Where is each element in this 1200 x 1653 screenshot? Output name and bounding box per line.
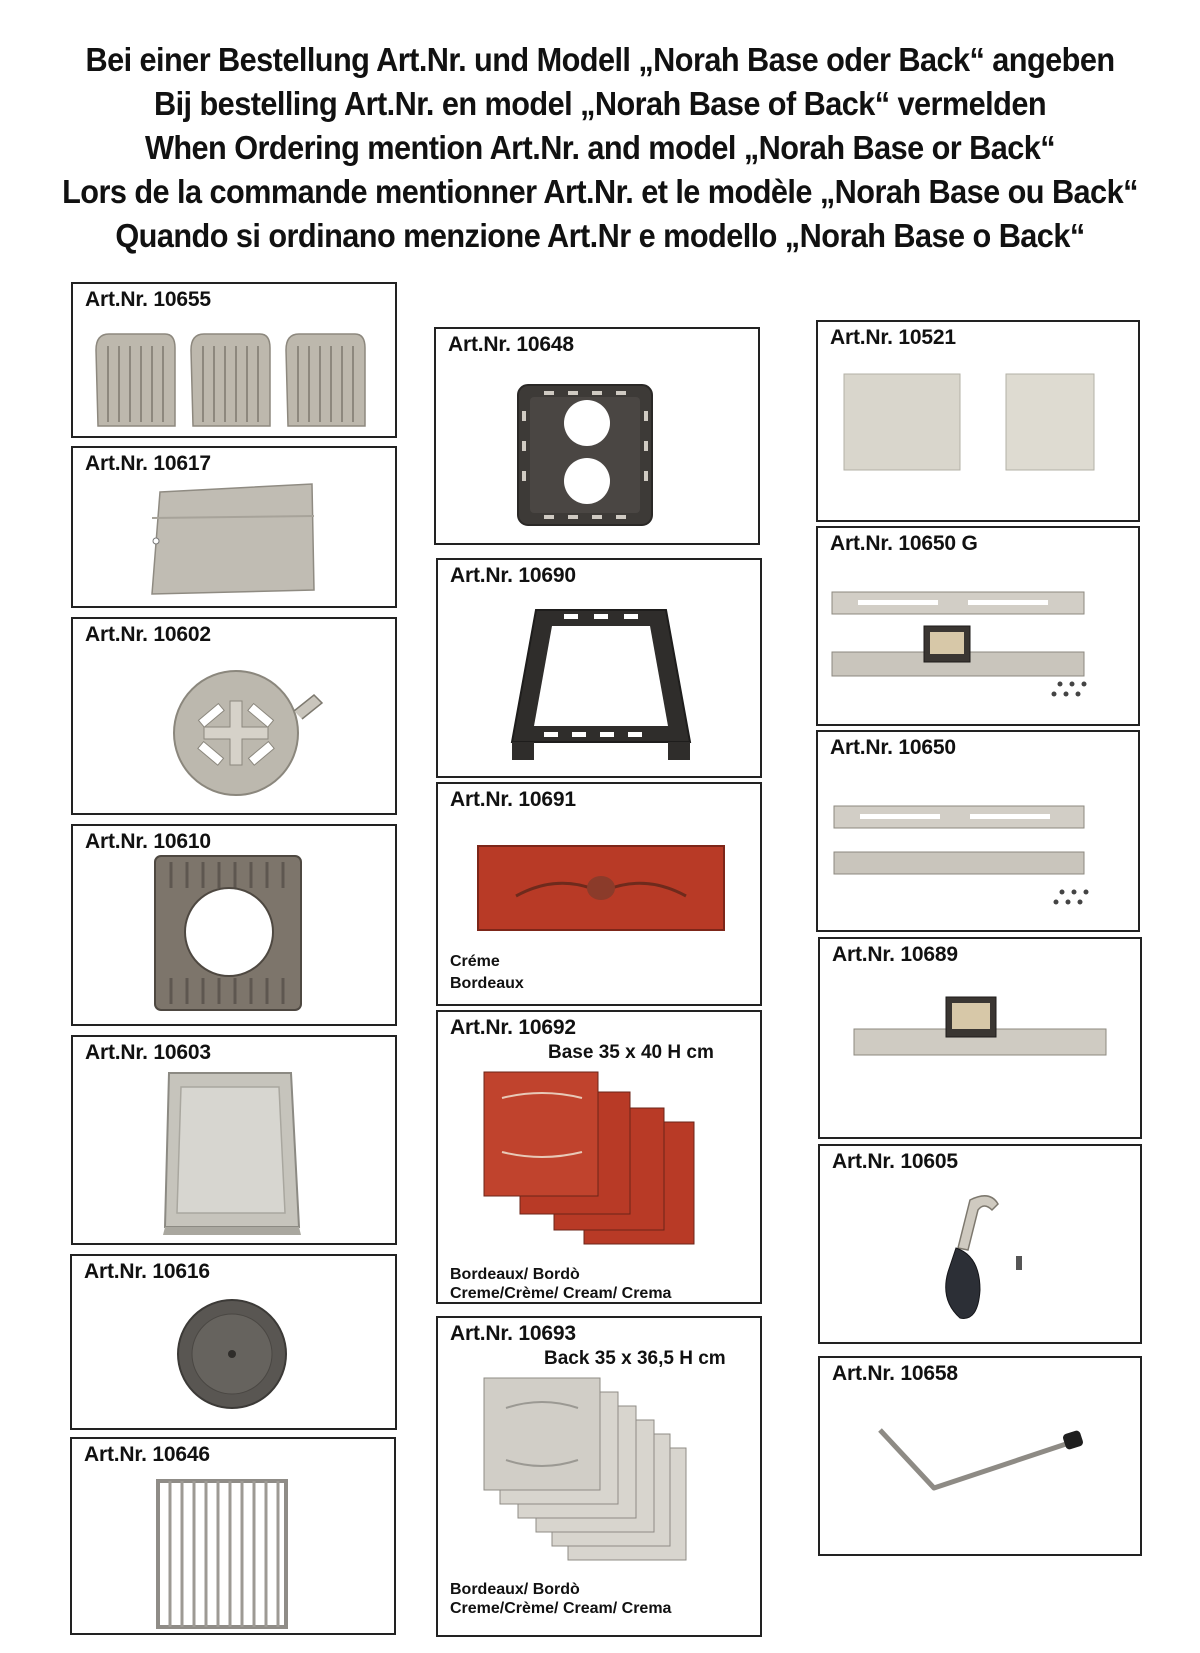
rail-set-thermometer-image bbox=[828, 590, 1112, 706]
part-number: Art.Nr. 10650 G bbox=[830, 532, 978, 555]
part-number: Art.Nr. 10655 bbox=[85, 288, 211, 311]
deflector-plate-image bbox=[148, 478, 324, 600]
color-option: Bordeaux/ Bordò bbox=[450, 1581, 580, 1598]
panel-size: Base 35 x 40 H cm bbox=[548, 1042, 714, 1063]
part-number: Art.Nr. 10521 bbox=[830, 326, 956, 349]
part-card-10658 bbox=[818, 1356, 1142, 1556]
part-card-10602 bbox=[71, 617, 397, 815]
part-number: Art.Nr. 10617 bbox=[85, 452, 211, 475]
cast-base-plate-image bbox=[151, 852, 305, 1014]
part-number: Art.Nr. 10648 bbox=[448, 333, 574, 356]
air-regulator-disc-image bbox=[172, 1296, 292, 1416]
instruction-fr: Lors de la commande mentionner Art.Nr. et le modèle „Norah Base ou Back“ bbox=[62, 173, 1138, 210]
base-panels-image bbox=[482, 1068, 712, 1252]
part-number: Art.Nr. 10605 bbox=[832, 1150, 958, 1173]
part-card-10655 bbox=[71, 282, 397, 438]
rail-thermometer-image bbox=[850, 993, 1114, 1083]
part-number: Art.Nr. 10690 bbox=[450, 564, 576, 587]
rail-set-image bbox=[830, 804, 1114, 916]
part-number: Art.Nr. 10650 bbox=[830, 736, 956, 759]
instruction-en: When Ordering mention Art.Nr. and model „Norah Base or Back“ bbox=[144, 129, 1056, 166]
color-option: Bordeaux/ Bordò bbox=[450, 1266, 580, 1283]
part-card-10650-g bbox=[816, 526, 1140, 726]
part-number: Art.Nr. 10692 bbox=[450, 1016, 576, 1039]
instruction-it: Quando si ordinano menzione Art.Nr e modello „Norah Base o Back“ bbox=[115, 217, 1085, 254]
part-card-10648 bbox=[434, 327, 760, 545]
insulation-plates-image bbox=[840, 370, 1126, 474]
door-handle-image bbox=[920, 1190, 1040, 1340]
order-instructions bbox=[0, 38, 1200, 258]
part-card-10689 bbox=[818, 937, 1142, 1139]
part-card-10610 bbox=[71, 824, 397, 1026]
part-card-10692 bbox=[436, 1010, 762, 1304]
side-plates-image bbox=[93, 328, 383, 432]
grate-disc-image bbox=[168, 661, 328, 805]
color-option: Creme/Crème/ Cream/ Crema bbox=[450, 1600, 672, 1617]
part-number: Art.Nr. 10646 bbox=[84, 1443, 210, 1466]
part-card-10691 bbox=[436, 782, 762, 1006]
back-panels-image bbox=[482, 1376, 696, 1562]
part-card-10693 bbox=[436, 1316, 762, 1637]
part-card-10521 bbox=[816, 320, 1140, 522]
part-card-10605 bbox=[818, 1144, 1142, 1344]
color-option: Creme/Crème/ Cream/ Crema bbox=[450, 1285, 672, 1302]
part-card-10650 bbox=[816, 730, 1140, 932]
wire-grid-image bbox=[152, 1475, 292, 1631]
part-card-10616 bbox=[70, 1254, 397, 1430]
color-option: Bordeaux bbox=[450, 975, 524, 992]
part-card-10646 bbox=[70, 1437, 396, 1635]
part-number: Art.Nr. 10610 bbox=[85, 830, 211, 853]
part-number: Art.Nr. 10616 bbox=[84, 1260, 210, 1283]
ash-pan-image bbox=[161, 1067, 305, 1239]
cast-frame-image bbox=[506, 604, 696, 770]
part-card-10603 bbox=[71, 1035, 397, 1245]
part-number: Art.Nr. 10689 bbox=[832, 943, 958, 966]
part-number: Art.Nr. 10691 bbox=[450, 788, 576, 811]
part-card-10690 bbox=[436, 558, 762, 778]
part-card-10617 bbox=[71, 446, 397, 608]
color-option: Créme bbox=[450, 953, 500, 970]
poker-rod-image bbox=[876, 1412, 1096, 1502]
double-hole-plate-image bbox=[514, 381, 656, 529]
panel-size: Back 35 x 36,5 H cm bbox=[544, 1348, 726, 1369]
part-number: Art.Nr. 10602 bbox=[85, 623, 211, 646]
decor-panel-image bbox=[476, 844, 726, 932]
instruction-nl: Bij bestelling Art.Nr. en model „Norah Base of Back“ vermelden bbox=[153, 85, 1047, 122]
instruction-de: Bei einer Bestellung Art.Nr. und Modell „Norah Base oder Back“ angeben bbox=[85, 41, 1115, 78]
part-number: Art.Nr. 10693 bbox=[450, 1322, 576, 1345]
part-number: Art.Nr. 10658 bbox=[832, 1362, 958, 1385]
part-number: Art.Nr. 10603 bbox=[85, 1041, 211, 1064]
